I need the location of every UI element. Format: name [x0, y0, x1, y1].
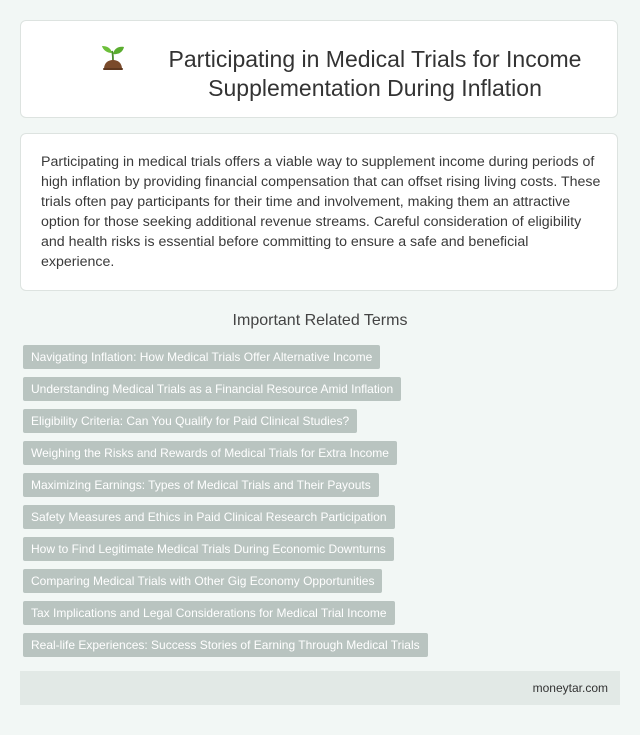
related-term-tag[interactable]: Tax Implications and Legal Considerations for Medical Trial Income	[23, 601, 395, 625]
summary-card	[20, 133, 618, 291]
related-term-tag[interactable]: Maximizing Earnings: Types of Medical Trials and Their Payouts	[23, 473, 379, 497]
title-card	[20, 20, 618, 118]
related-term-tag[interactable]: Safety Measures and Ethics in Paid Clinical Research Participation	[23, 505, 395, 529]
related-terms-heading: Important Related Terms	[232, 312, 408, 329]
page-title: Participating in Medical Trials for Income Supplementation During Inflation	[168, 46, 582, 101]
related-term-tag[interactable]: Comparing Medical Trials with Other Gig Economy Opportunities	[23, 569, 382, 593]
related-term-tag[interactable]: Real-life Experiences: Success Stories of Earning Through Medical Trials	[23, 633, 428, 657]
related-term-tag[interactable]: Navigating Inflation: How Medical Trials Offer Alternative Income	[23, 345, 380, 369]
related-term-tag[interactable]: Weighing the Risks and Rewards of Medical Trials for Extra Income	[23, 441, 397, 465]
related-term-tag[interactable]: Understanding Medical Trials as a Financial Resource Amid Inflation	[23, 377, 401, 401]
footer-site-link[interactable]: moneytar.com	[532, 681, 608, 695]
summary-paragraph: Participating in medical trials offers a viable way to supplement income during periods of high inflation by providing financial compensation that can offset rising living costs. These trials often pay participants for their time and involvement, making them an attractive option for those seeking additional revenue streams. Careful consideration of eligibility and health risks is essential before committing to ensure a safe and beneficial experience.	[41, 154, 601, 270]
related-term-tag[interactable]: How to Find Legitimate Medical Trials During Economic Downturns	[23, 537, 394, 561]
sprout-icon	[97, 43, 129, 75]
footer	[20, 671, 620, 705]
related-term-tag[interactable]: Eligibility Criteria: Can You Qualify for Paid Clinical Studies?	[23, 409, 357, 433]
